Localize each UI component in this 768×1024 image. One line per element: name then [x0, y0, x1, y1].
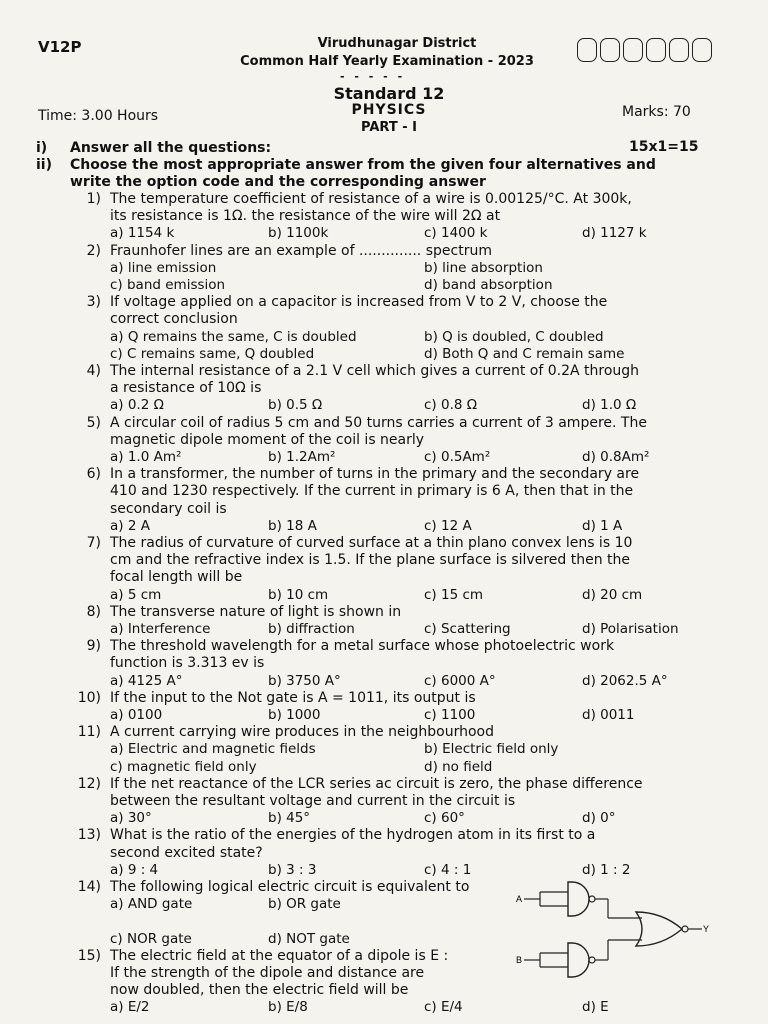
question-text: between the resultant voltage and current in the circuit is [110, 793, 516, 809]
question-text: a resistance of 10Ω is [110, 380, 262, 397]
question-text: now doubled, then the electric field will be [110, 982, 409, 999]
answer-option: a) Q remains the same, C is doubled [110, 328, 357, 345]
nand-gate-bottom-icon [568, 943, 589, 977]
question-text: correct conclusion [110, 311, 238, 328]
question-text: The threshold wavelength for a metal surface whose photoelectric work [110, 638, 615, 655]
register-box [623, 38, 643, 62]
answer-option: b) 1.2Am² [268, 449, 336, 465]
answer-option: a) 4125 A° [110, 672, 183, 689]
answer-option: a) 0100 [110, 707, 163, 723]
question-number: 6) [86, 466, 101, 483]
instruction-text-cont: write the option code and the corresponding answer [70, 174, 486, 190]
answer-option: b) line absorption [424, 259, 543, 276]
question-number: 14) [77, 879, 101, 895]
instruction-num: i) [36, 140, 48, 156]
standard-title: Standard 12 [333, 84, 445, 103]
answer-option: c) 0.8 Ω [424, 397, 478, 414]
question-text: If the strength of the dipole and distance are [110, 965, 425, 981]
register-box [600, 38, 620, 62]
part-title: PART - I [361, 120, 417, 135]
question-number: 7) [86, 535, 101, 551]
answer-option: d) 2062.5 A° [582, 672, 668, 689]
answer-option: b) 0.5 Ω [268, 397, 323, 414]
circuit-input-a-label: A [516, 894, 523, 904]
circuit-output-label: Y [703, 924, 710, 934]
answer-option: a) 9 : 4 [110, 861, 159, 878]
question-text: The temperature coefficient of resistance of a wire is 0.00125/°C. At 300k, [110, 191, 632, 207]
answer-option: a) line emission [110, 259, 217, 276]
question-number: 2) [86, 242, 101, 259]
question-text: A circular coil of radius 5 cm and 50 turns carries a current of 3 ampere. The [110, 414, 647, 431]
answer-option: a) E/2 [110, 999, 150, 1016]
answer-option: c) magnetic field only [110, 758, 257, 775]
answer-option: a) 5 cm [110, 586, 162, 603]
answer-option: a) 1154 k [110, 225, 175, 242]
instruction-text: Answer all the questions: [70, 140, 272, 156]
paper-code: V12P [38, 38, 82, 56]
question-text: second excited state? [110, 844, 263, 861]
question-number: 1) [86, 191, 101, 207]
answer-option: d) 0.8Am² [582, 449, 650, 465]
answer-option: c) 1400 k [424, 225, 488, 242]
answer-option: c) Scattering [424, 621, 511, 637]
answer-option: a) AND gate [110, 896, 193, 913]
question-number: 9) [86, 638, 101, 655]
question-text: If the net reactance of the LCR series ac circuit is zero, the phase difference [110, 775, 643, 792]
answer-option: b) OR gate [268, 896, 341, 913]
nand-gate-top-icon [568, 882, 589, 916]
answer-option: d) 1 : 2 [582, 861, 631, 878]
logic-circuit-diagram [512, 870, 712, 980]
question-number: 3) [86, 294, 101, 311]
answer-option: b) Electric field only [424, 741, 559, 758]
answer-option: b) E/8 [268, 999, 308, 1016]
register-box [692, 38, 712, 62]
answer-option: a) Electric and magnetic fields [110, 741, 316, 758]
answer-option: a) 30° [110, 810, 152, 827]
answer-option: c) 15 cm [424, 586, 484, 603]
register-number-boxes [577, 38, 715, 62]
answer-option: d) 20 cm [582, 586, 643, 603]
time-label: Time: 3.00 Hours [38, 108, 159, 124]
register-box [577, 38, 597, 62]
question-text: A current carrying wire produces in the neighbourhood [110, 724, 494, 741]
answer-option: c) 60° [424, 810, 465, 827]
marks-label: Marks: 70 [622, 104, 691, 120]
answer-option: b) 1100k [268, 225, 329, 242]
answer-option: d) 0011 [582, 707, 635, 723]
exam-title: Common Half Yearly Examination - 2023 [240, 54, 534, 69]
answer-option: a) Interference [110, 621, 211, 637]
answer-option: d) NOT gate [268, 930, 350, 947]
question-text: The electric field at the equator of a dipole is E : [110, 947, 449, 964]
answer-option: b) 3 : 3 [268, 861, 317, 878]
answer-option: c) 0.5Am² [424, 449, 491, 465]
answer-option: d) band absorption [424, 277, 553, 293]
answer-option: d) 0° [582, 810, 616, 827]
question-text: cm and the refractive index is 1.5. If the plane surface is silvered then the [110, 552, 630, 569]
question-text: magnetic dipole moment of the coil is nearly [110, 431, 425, 448]
answer-option: b) diffraction [268, 621, 355, 637]
question-text: The transverse nature of light is shown in [110, 603, 402, 620]
question-number: 10) [77, 689, 101, 706]
answer-option: b) 18 A [268, 517, 317, 534]
answer-option: c) C remains same, Q doubled [110, 345, 315, 362]
question-text: What is the ratio of the energies of the hydrogen atom in its first to a [110, 827, 596, 844]
answer-option: b) 45° [268, 810, 311, 827]
answer-option: d) 1 A [582, 517, 623, 534]
answer-option: a) 0.2 Ω [110, 397, 164, 414]
answer-option: b) 1000 [268, 707, 321, 723]
question-number: 15) [77, 947, 101, 964]
register-box [669, 38, 689, 62]
answer-option: c) 1100 [424, 707, 476, 723]
question-number: 11) [77, 724, 101, 741]
question-text: If the input to the Not gate is A = 1011, its output is [110, 689, 476, 706]
question-number: 4) [86, 363, 101, 379]
answer-option: d) no field [424, 758, 493, 775]
question-text: The radius of curvature of curved surface at a thin plano convex lens is 10 [110, 535, 633, 551]
question-text: secondary coil is [110, 500, 227, 517]
register-box [646, 38, 666, 62]
instruction-num: ii) [36, 157, 52, 173]
nor-gate-icon [636, 912, 682, 946]
district-title: Virudhunagar District [317, 36, 477, 51]
marks-scheme: 15x1=15 [629, 139, 699, 155]
answer-option: c) 6000 A° [424, 672, 496, 689]
answer-option: c) band emission [110, 277, 226, 293]
question-text: In a transformer, the number of turns in the primary and the secondary are [110, 466, 640, 483]
question-text: function is 3.313 ev is [110, 655, 265, 672]
answer-option: b) 10 cm [268, 586, 329, 603]
answer-option: d) 1.0 Ω [582, 397, 637, 414]
question-text: The internal resistance of a 2.1 V cell which gives a current of 0.2A through [110, 363, 640, 379]
answer-option: c) E/4 [424, 999, 463, 1016]
answer-option: d) Both Q and C remain same [424, 345, 625, 362]
question-number: 12) [77, 775, 101, 792]
question-text: its resistance is 1Ω. the resistance of the wire will 2Ω at [110, 208, 501, 225]
answer-option: d) Polarisation [582, 621, 679, 637]
question-text: focal length will be [110, 569, 243, 586]
answer-option: b) 3750 A° [268, 672, 341, 689]
instruction-text: Choose the most appropriate answer from the given four alternatives and [70, 157, 656, 173]
question-number: 8) [86, 603, 101, 620]
answer-option: c) 12 A [424, 517, 472, 534]
circuit-input-b-label: B [516, 955, 523, 965]
answer-option: c) 4 : 1 [424, 861, 472, 878]
answer-option: c) NOR gate [110, 930, 192, 947]
question-number: 5) [86, 414, 101, 431]
question-number: 13) [77, 827, 101, 844]
answer-option: a) 2 A [110, 517, 150, 534]
question-text: Fraunhofer lines are an example of .............. spectrum [110, 242, 492, 259]
subject-title: PHYSICS [351, 102, 427, 118]
answer-option: d) E [582, 999, 609, 1016]
question-text: If voltage applied on a capacitor is increased from V to 2 V, choose the [110, 294, 608, 311]
title-dashes: - - - - - [340, 70, 406, 83]
answer-option: d) 1127 k [582, 225, 647, 242]
answer-option: a) 1.0 Am² [110, 449, 182, 465]
answer-option: b) Q is doubled, C doubled [424, 328, 604, 345]
question-text: 410 and 1230 respectively. If the current in primary is 6 A, then that in the [110, 483, 634, 500]
question-text: The following logical electric circuit is equivalent to [110, 879, 470, 895]
